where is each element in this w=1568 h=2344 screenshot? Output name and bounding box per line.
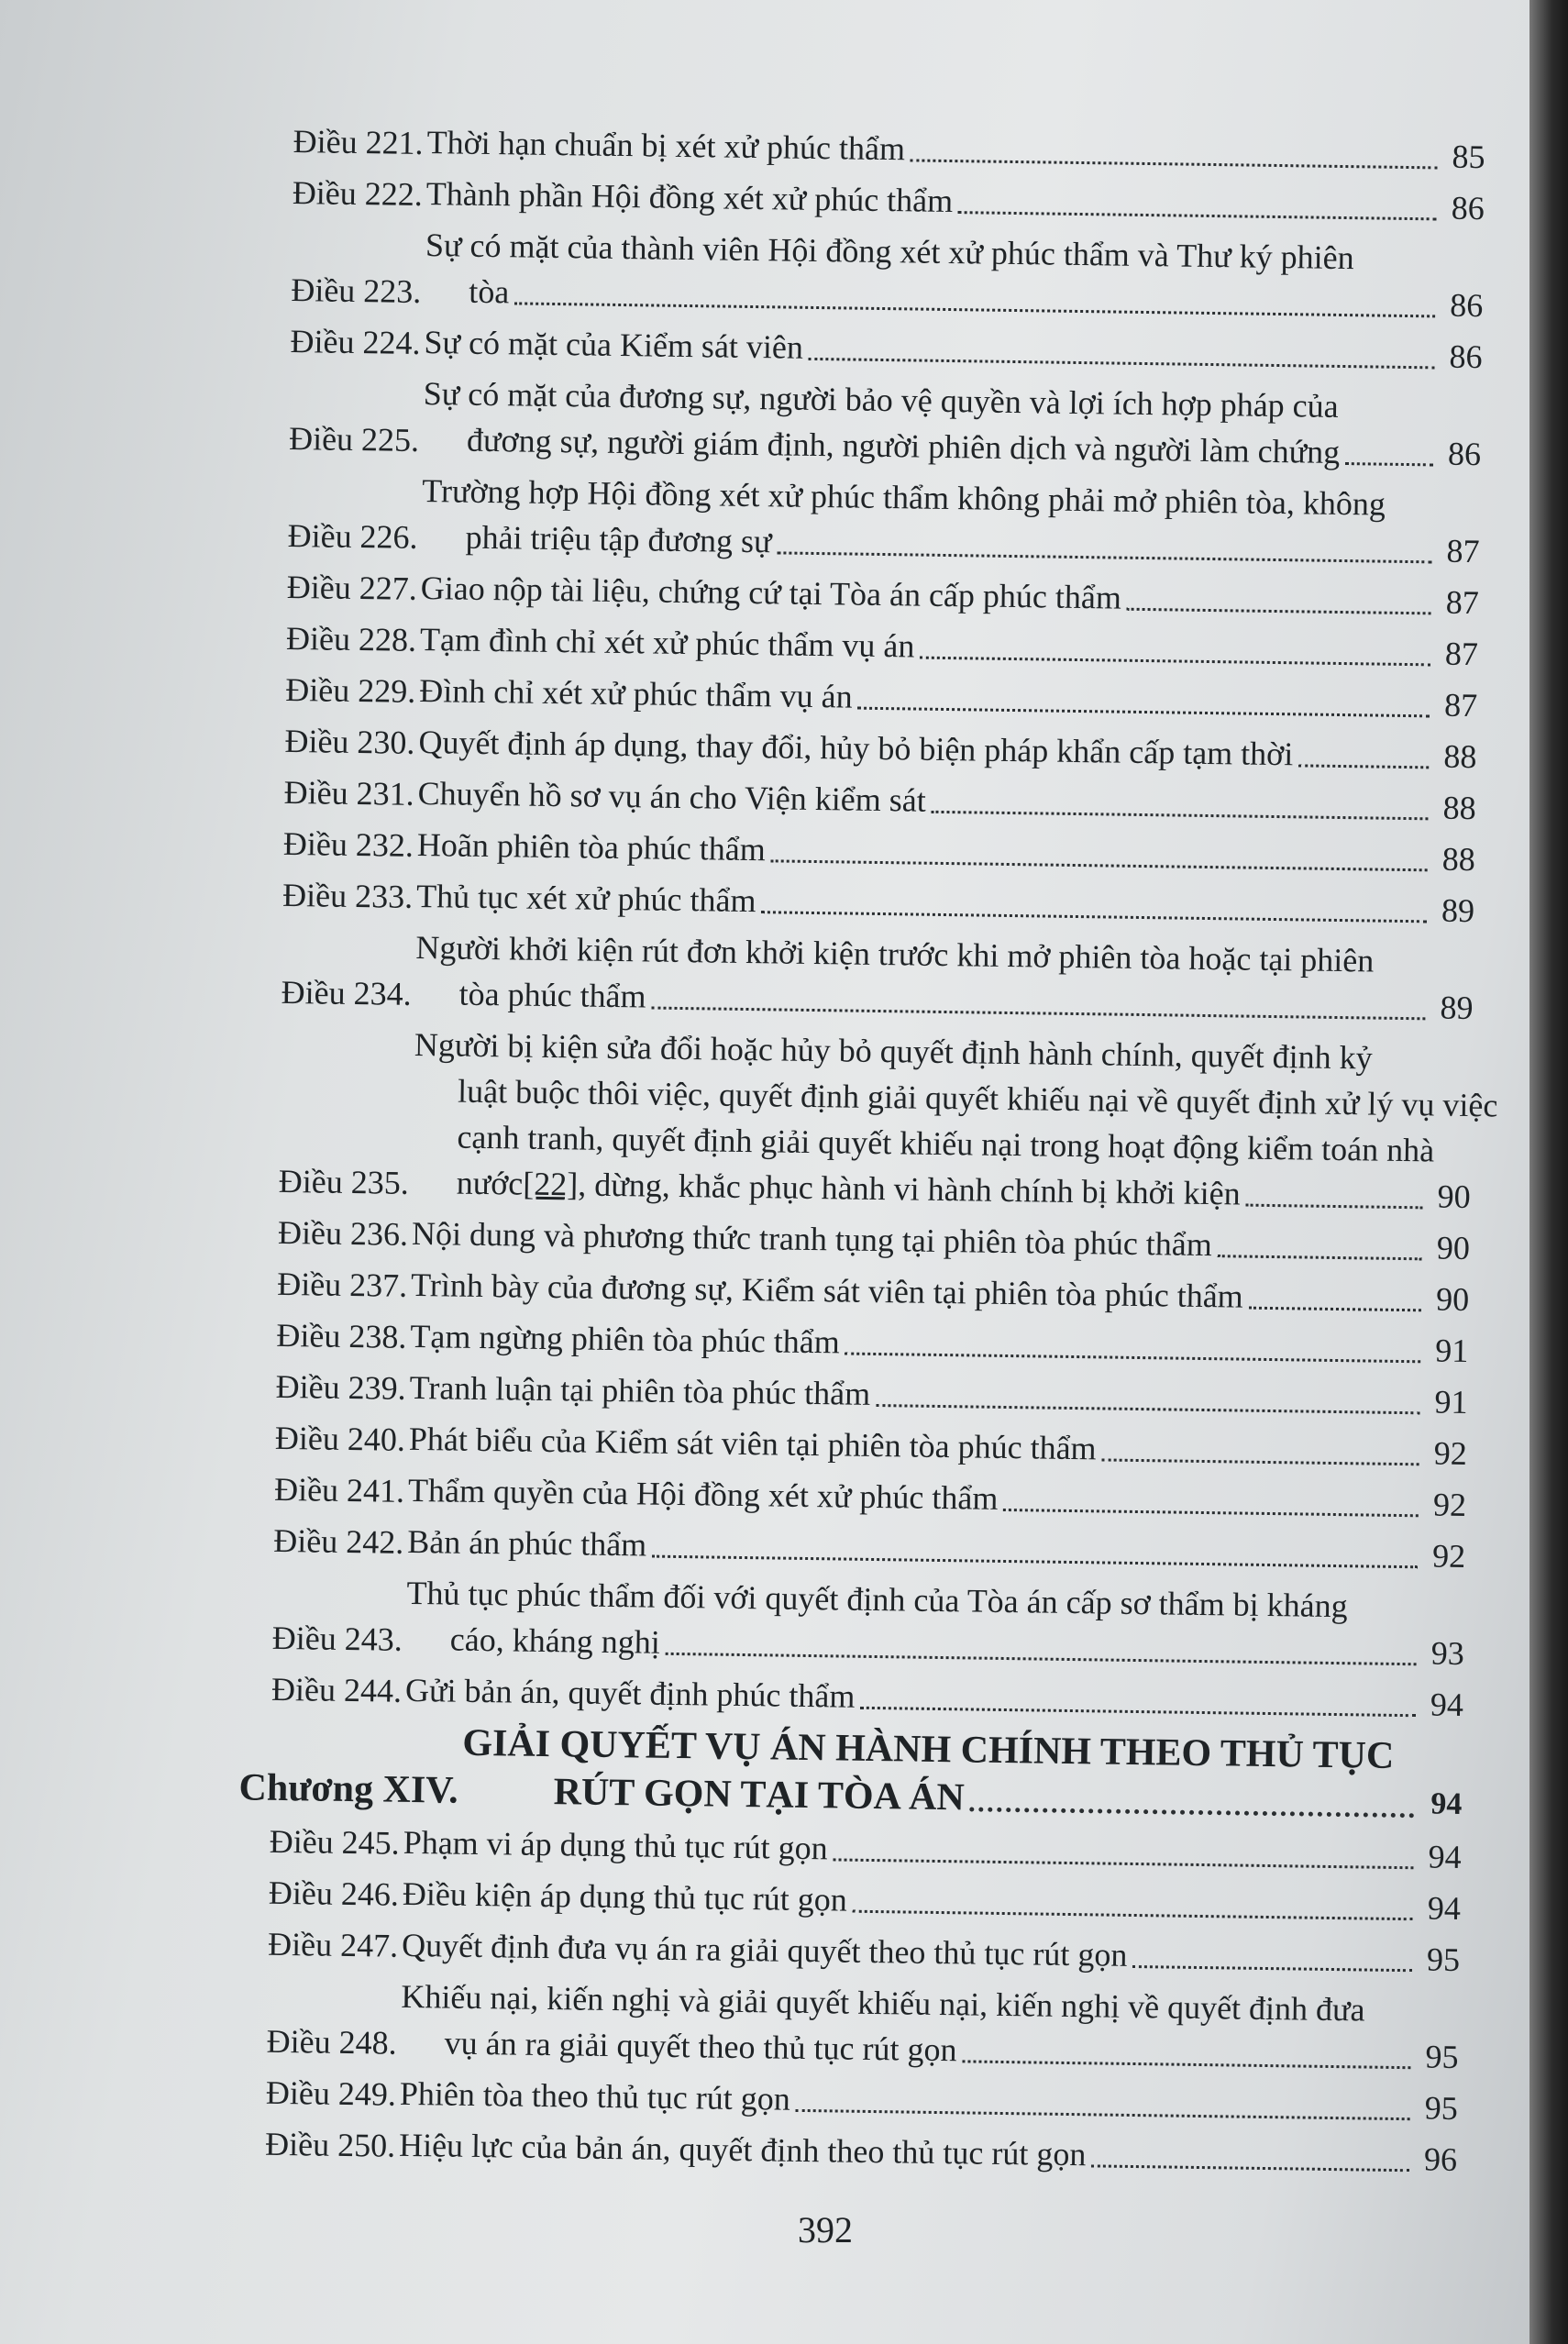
article-number: Điều 234. (281, 973, 412, 1012)
page-ref: 94 (1427, 1889, 1462, 1927)
leader-dots (777, 551, 1431, 563)
page-ref: 92 (1431, 1537, 1466, 1575)
leader-dots (1132, 1965, 1412, 1972)
entry-title (412, 1022, 1498, 1220)
leader-dots (1091, 2164, 1409, 2172)
article-number: Điều 224. (290, 322, 421, 361)
leader-dots (1345, 462, 1433, 466)
entry-title (461, 1719, 1463, 1829)
article-number: Điều 241. (273, 1470, 405, 1509)
entry-title-line (409, 1365, 1468, 1425)
title-text: Đình chỉ xét xử phúc thẩm vụ án (418, 671, 853, 715)
title-text: Tạm ngừng phiên tòa phúc thẩm (410, 1317, 841, 1361)
entry-title-line (408, 1467, 1467, 1528)
article-number: Điều 228. (285, 619, 417, 658)
leader-dots (876, 1404, 1419, 1414)
title-text: Thủ tục xét xử phúc thẩm (415, 877, 756, 920)
entry-title-line (412, 1211, 1471, 1271)
entry-title (417, 770, 1476, 831)
article-number: Điều 235. (278, 1162, 410, 1201)
leader-dots (1249, 1307, 1421, 1312)
toc-entry (281, 923, 1474, 1031)
entry-title-line (420, 616, 1479, 677)
entry-title (425, 171, 1485, 231)
title-text: Quyết định áp dụng, thay đổi, hủy bỏ biện pháp khẩn cấp tạm thời (418, 723, 1294, 773)
leader-dots (761, 911, 1427, 923)
entry-title (419, 668, 1478, 728)
leader-dots (857, 707, 1430, 718)
article-number: Điều 222. (292, 173, 424, 213)
page-ref: 90 (1435, 1280, 1470, 1319)
entry-title-line (410, 1313, 1469, 1374)
entry-title-line (402, 1922, 1461, 1983)
title-text: Trường hợp Hội đồng xét xử phúc thẩm không phải mở phiên tòa, không (422, 472, 1386, 523)
title-text: nước (456, 1164, 524, 1202)
page-ref: 88 (1443, 737, 1477, 776)
entry-title (412, 1211, 1471, 1271)
page-ref: 88 (1442, 789, 1476, 827)
entry-title (400, 2071, 1459, 2131)
article-number: Điều 221. (293, 122, 424, 161)
title-text: cạnh tranh, quyết định giải quyết khiếu nại trong hoạt động kiểm toán nhà (457, 1118, 1435, 1169)
page-ref: 89 (1441, 891, 1475, 930)
page-ref: 94 (1430, 1786, 1463, 1821)
title-text: Thẩm quyền của Hội đồng xét xử phúc thẩm (407, 1471, 999, 1517)
page-ref: 94 (1430, 1686, 1464, 1723)
page-ref: 95 (1424, 2089, 1459, 2127)
entry-title (409, 1416, 1468, 1476)
page-ref: 96 (1423, 2140, 1458, 2178)
leader-dots (1218, 1255, 1422, 1260)
toc-entry (289, 369, 1482, 477)
leader-dots (651, 1007, 1425, 1021)
article-number: Điều 226. (287, 516, 418, 556)
entry-title-line (409, 1416, 1468, 1476)
title-text: Sự có mặt của đương sự, người bảo vệ quyền và lợi ích hợp pháp của (423, 375, 1339, 425)
leader-dots (796, 2109, 1410, 2120)
title-text: , dừng, khắc phục hành vi hành chính bị khởi kiện (578, 1166, 1241, 1212)
title-text: Khiếu nại, kiến nghị và giải quyết khiếu nại, kiến nghị về quyết định đưa (401, 1977, 1365, 2029)
title-text: Thủ tục phúc thẩm đối với quyết định của Tòa án cấp sơ thẩm bị kháng (406, 1574, 1348, 1625)
entry-title-line (425, 171, 1485, 231)
toc-entry (287, 466, 1480, 574)
article-number: Điều 229. (285, 670, 416, 710)
article-number: Điều 250. (264, 2125, 396, 2164)
title-text: Nội dung và phương thức tranh tụng tại phiên tòa phúc thẩm (411, 1214, 1213, 1264)
page-edge-shadow (1529, 0, 1568, 2344)
title-text: luật buộc thôi việc, quyết định giải quyết khiếu nại về quyết định xử lý vụ việc (457, 1072, 1498, 1124)
page-ref: 92 (1432, 1486, 1467, 1524)
entry-title (420, 565, 1479, 625)
page-ref: 94 (1428, 1838, 1462, 1875)
article-number: Điều 245. (269, 1822, 401, 1862)
leader-dots (666, 1653, 1417, 1665)
title-text: đương sự, người giám định, người phiên dịch và người làm chứng (466, 421, 1341, 470)
page-ref: 88 (1441, 840, 1476, 879)
article-number: Điều 236. (277, 1213, 409, 1253)
leader-dots (1298, 764, 1429, 768)
entry-title (410, 1313, 1469, 1374)
toc-entry (266, 1972, 1459, 2080)
leader-dots (920, 657, 1430, 667)
toc-chapter (238, 1716, 1463, 1829)
title-text: Sự có mặt của thành viên Hội đồng xét xử phúc thẩm và Thư ký phiên (425, 227, 1354, 277)
entry-title (416, 873, 1475, 934)
entry-title-line (418, 719, 1477, 779)
title-text: Gửi bản án, quyết định phúc thẩm (404, 1671, 856, 1715)
entry-title (411, 1262, 1470, 1322)
article-number: Điều 243. (271, 1619, 403, 1658)
entry-title (407, 1519, 1466, 1579)
article-number: Điều 249. (265, 2073, 397, 2113)
entry-title (403, 1819, 1462, 1880)
entry-title-line (417, 770, 1476, 831)
leader-dots (833, 1858, 1413, 1869)
entry-title (400, 1974, 1459, 2080)
table-of-contents (238, 117, 1498, 2188)
leader-dots (1003, 1509, 1419, 1517)
entry-title (403, 1871, 1462, 1931)
leader-dots (1127, 608, 1431, 615)
title-text: tòa (469, 272, 510, 311)
page-number: 392 (798, 2209, 853, 2250)
page-ref: 86 (1449, 286, 1484, 325)
leader-dots (809, 358, 1435, 370)
chapter-number: Chương XIV. (238, 1766, 458, 1812)
page-ref: 86 (1451, 189, 1485, 227)
entry-title (417, 822, 1476, 882)
page-ref: 91 (1435, 1332, 1469, 1370)
entry-title-line (417, 822, 1476, 882)
title-text: Quyết định đưa vụ án ra giải quyết theo thủ tục rút gọn (401, 1926, 1128, 1974)
page-ref: 90 (1436, 1229, 1471, 1267)
entry-title-line (403, 1871, 1462, 1931)
page-ref: 95 (1426, 1940, 1461, 1978)
article-number: Điều 244. (271, 1670, 403, 1709)
article-number: Điều 242. (273, 1521, 404, 1561)
title-text: GIẢI QUYẾT VỤ ÁN HÀNH CHÍNH THEO THỦ TỤC (462, 1721, 1395, 1777)
page-ref: 87 (1446, 532, 1480, 570)
entry-title (399, 2122, 1458, 2183)
article-number: Điều 237. (276, 1265, 408, 1304)
title-text: Phát biểu của Kiểm sát viên tại phiên tòa phúc thẩm (408, 1420, 1097, 1467)
leader-dots (962, 2060, 1410, 2069)
title-text: Tạm đình chỉ xét xử phúc thẩm vụ án (419, 620, 915, 665)
entry-title-line (407, 1519, 1466, 1579)
article-number: Điều 231. (283, 773, 414, 813)
title-text: tòa phúc thẩm (458, 975, 646, 1015)
leader-dots (771, 859, 1428, 871)
page-ref: 85 (1452, 138, 1485, 176)
entry-title (420, 616, 1479, 677)
leader-dots (911, 159, 1438, 169)
article-number: Điều 246. (268, 1874, 400, 1913)
article-number: Điều 248. (266, 2022, 397, 2062)
entry-title (408, 1467, 1467, 1528)
title-text: Thành phần Hội đồng xét xử phúc thẩm (425, 175, 954, 220)
title-text: Thời hạn chuẩn bị xét xử phúc thẩm (426, 124, 906, 168)
entry-title (405, 1667, 1464, 1728)
article-number: Điều 239. (275, 1367, 406, 1407)
page-ref: 87 (1443, 686, 1478, 724)
article-number: Điều 225. (288, 419, 420, 459)
entry-title (423, 370, 1482, 477)
entry-title-line (405, 1667, 1464, 1728)
article-number: Điều 230. (284, 722, 415, 761)
toc-entry (265, 2120, 1458, 2183)
title-text: phải triệu tập đương sự (465, 518, 772, 560)
page-ref: 91 (1434, 1383, 1468, 1421)
entry-title-line (426, 119, 1485, 180)
leader-dots (845, 1353, 1421, 1364)
article-number: Điều 233. (282, 876, 414, 915)
toc-entry (291, 220, 1484, 328)
article-number: Điều 238. (276, 1316, 407, 1355)
entry-title (414, 924, 1474, 1031)
title-text: Sự có mặt của Kiểm sát viên (424, 324, 804, 366)
entry-title (421, 468, 1480, 574)
leader-dots (958, 211, 1437, 220)
title-text: Hoãn phiên tòa phúc thẩm (416, 825, 767, 868)
entry-title-line (416, 873, 1475, 934)
title-text: RÚT GỌN TẠI TÒA ÁN (553, 1771, 966, 1819)
title-text: Người khởi kiện rút đơn khởi kiện trước khi mở phiên tòa hoặc tại phiên (415, 928, 1375, 979)
page-ref: 87 (1445, 583, 1480, 622)
entry-title (418, 719, 1477, 779)
entry-title-line (411, 1262, 1470, 1322)
entry-title (426, 119, 1485, 180)
entry-title (424, 319, 1483, 380)
chapter-block (238, 1716, 1463, 1829)
title-text: cáo, kháng nghị (449, 1620, 661, 1661)
entry-title-line (424, 319, 1483, 380)
page-ref: 87 (1444, 635, 1479, 673)
page-ref: 92 (1433, 1434, 1468, 1473)
article-number: Điều 247. (267, 1925, 399, 1964)
leader-dots (860, 1707, 1416, 1717)
article-number: Điều 223. (291, 271, 422, 310)
page-ref: 89 (1440, 989, 1474, 1027)
article-number: Điều 240. (274, 1419, 406, 1458)
footnote-link[interactable]: [22] (523, 1165, 579, 1203)
title-text: Hiệu lực của bản án, quyết định theo thủ tục rút gọn (398, 2126, 1087, 2173)
leader-dots (652, 1555, 1418, 1569)
title-text: vụ án ra giải quyết theo thủ tục rút gọn (444, 2024, 957, 2069)
entry-title (425, 222, 1484, 328)
leader-dots (514, 302, 1435, 317)
page-ref: 86 (1449, 337, 1483, 376)
title-text: Bản án phúc thẩm (407, 1522, 647, 1564)
title-text: Phiên tòa theo thủ tục rút gọn (399, 2074, 791, 2117)
title-text: Trình bày của đương sự, Kiểm sát viên tại phiên tòa phúc thẩm (410, 1266, 1243, 1315)
toc-entry (278, 1020, 1498, 1220)
leader-dots (932, 811, 1429, 821)
title-text: Người bị kiện sửa đổi hoặc hủy bỏ quyết định hành chính, quyết định kỷ (414, 1025, 1373, 1077)
title-text: Giao nộp tài liệu, chứng cứ tại Tòa án cấp phúc thẩm (420, 569, 1122, 616)
article-number: Điều 232. (282, 824, 414, 864)
title-text: Chuyển hồ sơ vụ án cho Viện kiểm sát (417, 774, 927, 819)
entry-title-line (420, 565, 1479, 625)
entry-title-line (403, 1819, 1462, 1880)
entry-title (405, 1570, 1464, 1676)
page-ref: 90 (1437, 1178, 1471, 1216)
toc-entry (272, 1568, 1465, 1676)
article-number: Điều 227. (286, 568, 418, 607)
page-ref: 95 (1425, 2038, 1459, 2075)
leader-dots (1245, 1204, 1422, 1210)
entry-title (402, 1922, 1461, 1983)
page-ref: 86 (1447, 435, 1482, 473)
page-ref: 93 (1430, 1634, 1465, 1672)
entry-title-line (399, 2122, 1458, 2183)
title-text: Điều kiện áp dụng thủ tục rút gọn (402, 1874, 848, 1918)
title-text: Phạm vi áp dụng thủ tục rút gọn (403, 1823, 828, 1867)
entry-title-line (400, 2071, 1459, 2131)
entry-title (409, 1365, 1468, 1425)
leader-dots (1101, 1458, 1419, 1465)
entry-title-line (419, 668, 1478, 728)
leader-dots (970, 1807, 1415, 1818)
leader-dots (853, 1910, 1413, 1921)
title-text: Tranh luận tại phiên tòa phúc thẩm (409, 1368, 871, 1412)
